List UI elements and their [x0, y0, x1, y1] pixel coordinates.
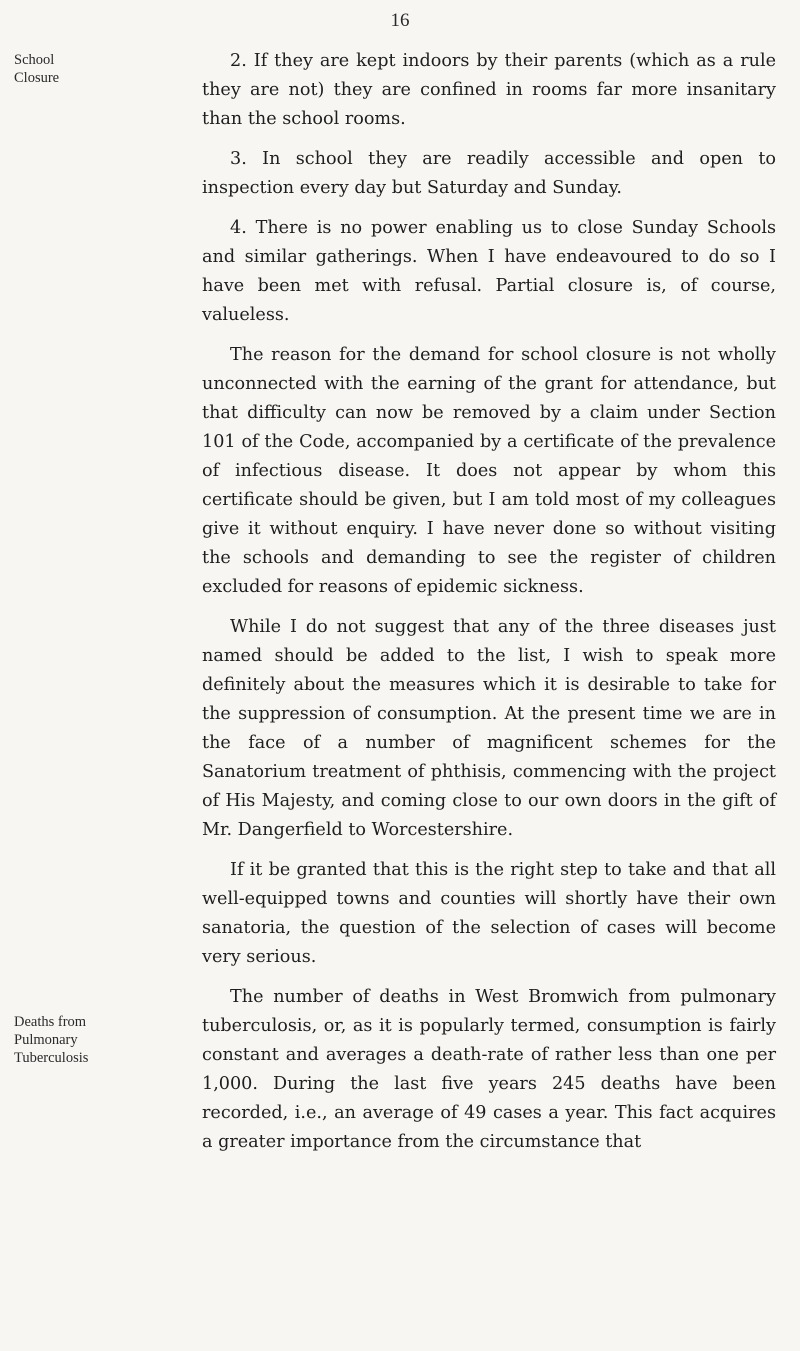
margin-note-deaths [14, 1013, 114, 1067]
paragraph-4: 4. There is no power enabling us to close Sunday Schools and similar gatherings. When I have endeavoured to do so I have been met with refusal. Partial closure is, of course, valueless. [202, 218, 776, 325]
paragraph-3: 3. In school they are readily accessible and open to inspection every day but Saturday and Sunday. [202, 149, 776, 198]
margin-note-line: Pulmonary [14, 1032, 78, 1048]
page-number: 16 [390, 10, 410, 31]
body-text [202, 47, 776, 1157]
margin-note-line: School [14, 52, 55, 68]
paragraph-school-closure-reason: The reason for the demand for school closure is not wholly unconnected with the earning of the grant for attendance, but that difficulty can now be removed by a claim under Section 101 of the Code, accompanied by a certificate of the prevalence of infectious disease. It does not appear by whom this certificate should be given, but I am told most of my colleagues give it without enquiry. I have never done so without visiting the schools and demanding to see the register of children excluded for reasons of epidemic sickness. [202, 345, 776, 597]
margin-note-school-closure [14, 51, 114, 87]
paragraph-consumption: While I do not suggest that any of the three diseases just named should be added to the list, I wish to speak more definitely about the measures which it is desirable to take for the suppression of consumption. At the present time we are in the face of a number of magnificent schemes for the Sanatorium treatment of phthisis, commencing with the project of His Majesty, and coming close to our own doors in the gift of Mr. Dangerfield to Worcestershire. [202, 617, 776, 840]
margin-note-line: Closure [14, 70, 60, 86]
paragraph-sanatoria: If it be granted that this is the right step to take and that all well-equipped towns and counties will shortly have their own sanatoria, the question of the selection of cases will become very serious. [202, 860, 776, 967]
paragraph-2: 2. If they are kept indoors by their parents (which as a rule they are not) they are confined in rooms far more insanitary than the school rooms. [202, 51, 776, 129]
margin-note-line: Deaths from [14, 1014, 87, 1030]
margin-note-line: Tuberculosis [14, 1050, 89, 1066]
paragraph-deaths: The number of deaths in West Bromwich from pulmonary tuberculosis, or, as it is popularly termed, consumption is fairly constant and averages a death-rate of rather less than one per 1,000. During the last five years 245 deaths have been recorded, i.e., an average of 49 cases a year. This fact acquires a greater importance from the circumstance that [202, 987, 776, 1152]
